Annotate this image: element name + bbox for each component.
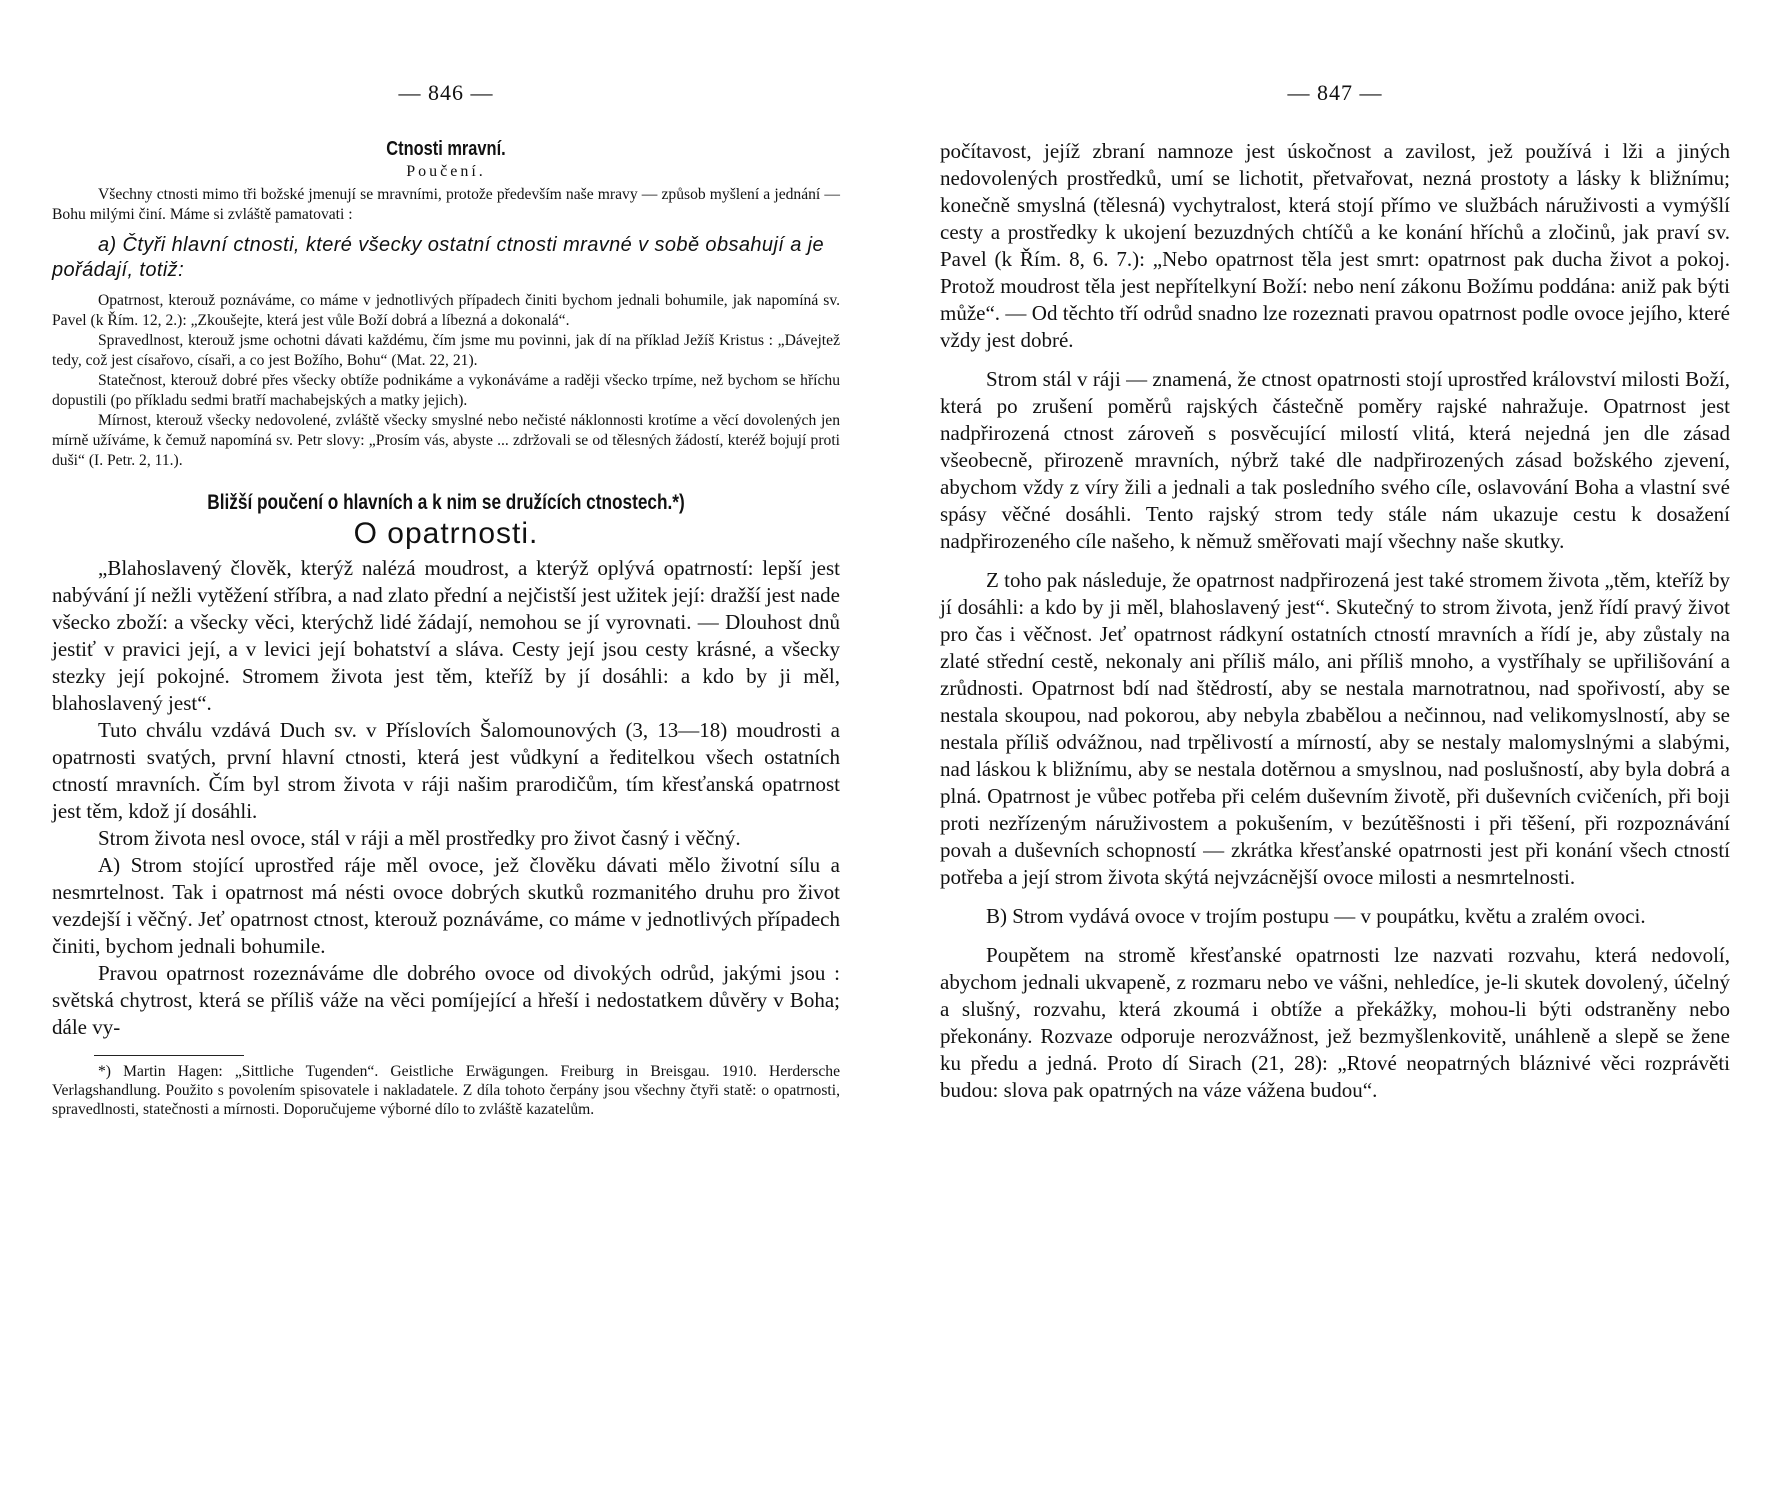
footnote: *) Martin Hagen: „Sittliche Tugenden“. Geistliche Erwägungen. Freiburg in Breisgau. 1910. Herdersche Verlagshandlung. Použito s povolením spisovatele i nakladatele. Z díla tohoto čerpány jsou všechny čtyři statě: o opatrnosti, spravedlnosti, statečnosti a mírnosti. Doporučujeme výborné dílo to zvláště kazatelům.: [52, 1063, 840, 1118]
page-number: — 847 —: [1287, 80, 1383, 105]
page-number: — 846 —: [398, 80, 494, 105]
italic-lead-paragraph: a) Čtyři hlavní ctnosti, které všecky ostatní ctnosti mravné v sobě obsahují a je pořádají, totiž:: [52, 234, 825, 281]
right-page-body: [940, 138, 1730, 1104]
left-page: [52, 0, 840, 1500]
virtue-paragraph-justice: Spravedlnost, kterouž jsme ochotni dávati každému, čím jsme mu povinni, jak dí na příklad Ježíš Kristus : „Dávejtež tedy, což jest císařovo, císaři, a co jest Božího, Bohu“ (Mat. 22, 21).: [52, 332, 840, 369]
body-paragraph: Tuto chválu vzdává Duch sv. v Příslovích Šalomounových (3, 13—18) moudrosti a opatrnosti svatých, první hlavní ctnosti, která jest vůdkyní a ředitelkou všech ostatních ctností mravních. Čím byl strom života v ráji našim prarodičům, tím křesťanská opatrnost jest těm, kdož jí dosáhli.: [52, 718, 840, 823]
virtue-paragraph-temperance: Mírnost, kterouž všecky nedovolené, zvláště všecky smyslné nebo nečisté náklonnosti krotíme a věcí dovolených jen mírně užíváme, k čemuž napomíná sv. Petr slovy: „Prosím vás, abyste ... zdržovali se od tělesných žádostí, kteréž bojují proti duši“ (I. Petr. 2, 11.).: [52, 412, 840, 469]
body-paragraph: Strom stál v ráji — znamená, že ctnost opatrnosti stojí uprostřed království milosti Boží, která po zrušení poměrů rajských částečně poměry rajské nahražuje. Opatrnost jest nadpřirozená ctnost zároveň s posvěcující milostí vlitá, která nejedná jen dle zásad všeobecně, přirozeně mravních, nýbrž také dle nadpřirozených zásad božského zjevení, abychom vždy z víry žili a jednali a tak posledního svého cíle, oslavování Boha a vlastní své spásy věčné dosáhli. Tento rajský strom tedy stále nám ukazuje cestu k dosažení nadpřirozeného cíle našeho, k němuž směřovati mají všechny naše skutky.: [940, 367, 1730, 553]
section-subtitle: Poučení.: [406, 163, 486, 180]
body-paragraph: Strom života nesl ovoce, stál v ráji a měl prostředky pro život časný i věčný.: [98, 826, 741, 850]
body-paragraph: Z toho pak následuje, že opatrnost nadpřirozená jest také stromem života „těm, kteříž by jí dosáhli: a kdo by ji měl, blahoslavený jest“. Skutečný to strom života, jenž řídí pravý život pro čas i věčnost. Jeť opatrnost rádkyní ostatních ctností mravních a řídí je, aby zůstaly na zlaté střední cestě, nekonaly ani příliš málo, ani příliš mnoho, a vystříhaly se upřilišování a zrůdnosti. Opatrnost bdí nad štědrostí, aby se nestala marnotratnou, nad spořivostí, aby se nestala skoupou, nad pokorou, aby nebyla zbabělou a nečinnou, nad velikomyslností, aby se nestala příliš odvážnou, nad trpělivostí a mírností, aby se nestaly malomyslnými a slabými, nad láskou k bližnímu, aby se nestala dotěrnou a smyslnou, nad poslušností, aby byla dobrá a plná. Opatrnost je vůbec potřeba při celém duševním životě, při duševních cvičeních, při boji proti nezřízeným náruživostem a pokušením, v bezútěšnosti i při těšení, při rozpoznávání povah a duševních schopností — zkrátka křesťanské opatrnosti jest při konání všech ctností potřeba a její strom života skýtá nejvzácnější ovoce milosti a nesmrtelnosti.: [940, 568, 1730, 889]
virtue-paragraph-prudence: Opatrnost, kterouž poznáváme, co máme v jednotlivých případech činiti bychom jednali bohumile, jak napomíná sv. Pavel (k Řím. 12, 2.): „Zkoušejte, která jest vůle Boží dobrá a líbezná a dokonalá“.: [52, 292, 840, 329]
body-paragraph: počítavost, jejíž zbraní namnoze jest úskočnost a zavilost, jež používá i lži a jiných nedovolených prostředků, umí se lichotit, přetvařovat, nezná prostoty a lásky k bližnímu; konečně smyslná (tělesná) vychytralost, která stojí přímo ve službách náruživosti a vymýšlí cesty a prostředky k ukojení bezuzdných chtíčů a ke konání hříchů a zločinů, jak praví sv. Pavel (k Řím. 8, 6. 7.): „Nebo opatrnost těla jest smrt: opatrnost pak ducha život a pokoj. Protož moudrost těla jest nepřítelkyní Boží: nebo není zákonu Božímu poddána: aniž pak býti může“. — Od těchto tří odrůd snadno lze rozeznati pravou opatrnost podle ovoce jejího, které vždy jest dobré.: [940, 139, 1730, 352]
section-title: Ctnosti mravní.: [386, 138, 506, 160]
virtue-paragraph-fortitude: Statečnost, kterouž dobré přes všecky obtíže podnikáme a vykonáváme a raději všecko trpíme, než bychom se hříchu dopustili (po příkladu sedmi bratří machabejských a matky jejich).: [52, 372, 840, 409]
body-paragraph: Poupětem na stromě křesťanské opatrnosti lze nazvati rozvahu, která nedovolí, abychom jednali ukvapeně, z rozmaru nebo ve vášni, nehledíce, je-li skutek dovolený, účelný a slušný, rozvahu, která zkoumá i obtíže a překážky, mohou-li býti odstraněny nebo překonány. Rozvaze odporuje nerozvážnost, jež bezmyšlenkovitě, unáhleně a slepě se žene ku předu a jedná. Proto dí Sirach (21, 28): „Rtové neopatrných bláznivé věci rozprávěti budou: slova pak opatrných na váze vážena budou“.: [940, 943, 1730, 1102]
body-paragraph: B) Strom vydává ovoce v trojím postupu — v poupátku, květu a zralém ovoci.: [986, 904, 1646, 928]
left-page-body: [52, 138, 840, 1119]
body-paragraph: „Blahoslavený člověk, kterýž nalézá moudrost, a kterýž oplývá opatrností: lepší jest nabývání jí nežli vytěžení stříbra, a nad zlato přední a nejčistší jest užitek její: dražší jest nade všecko zboží: a všecky věci, kterýchž lidé žádají, nemohou se jí vyrovnati. — Dlouhost dnů jestiť v pravici její, a v levici její bohatství a sláva. Cesty její jsou cesty krásné, a všecky stezky její pokojné. Stromem života jest těm, kteříž by jí dosáhli: a kdo by ji měl, blahoslavený jest“.: [52, 556, 840, 715]
chapter-subheading: O opatrnosti.: [353, 517, 539, 550]
footnote-divider: [94, 1055, 244, 1056]
right-page: [940, 0, 1730, 1500]
chapter-heading: Bližší poučení o hlavních a k nim se družících ctnostech.*): [207, 491, 685, 514]
intro-paragraph: Všechny ctnosti mimo tři božské jmenují se mravními, protože především naše mravy — způsob myšlení a jednání — Bohu milými činí. Máme si zvláště pamatovati :: [52, 186, 840, 223]
body-paragraph: A) Strom stojící uprostřed ráje měl ovoce, jež člověku dávati mělo životní sílu a nesmrtelnost. Tak i opatrnost má nésti ovoce dobrých skutků rozmanitého druhu pro život vezdejší i věčný. Jeť opatrnost ctnost, kterouž poznáváme, co máme v jednotlivých případech činiti, bychom jednali bohumile.: [52, 853, 840, 958]
body-paragraph: Pravou opatrnost rozeznáváme dle dobrého ovoce od divokých odrůd, jakými jsou : světská chytrost, která se příliš váže na věci pomíjející a hřeší i nedostatkem důvěry v Boha; dále vy-: [52, 961, 840, 1039]
